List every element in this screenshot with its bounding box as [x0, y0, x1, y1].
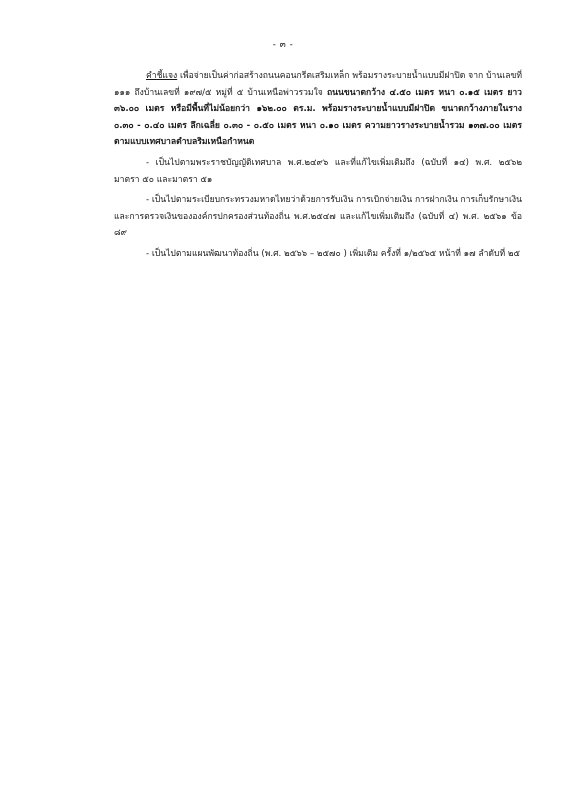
explanation-spec-text: ถนนขนาดกว้าง ๔.๕๐ เมตร หนา ๐.๑๕ เมตร ยาว ๓๖.๐๐ เมตร หรือมีพื้นที่ไม่น้อยกว่า ๑๖๒.๐๐ ตร.ม. พร้อมรางระบายน้ำแบบมีฝาปิด ขนาดกว้างภายในราง ๐.๓๐ - ๐.๔๐ เมตร ลึกเฉลี่ย ๐.๓๐ - ๐.๕๐ เมตร หนา ๐.๑๐ เมตร ความยาวรางระบายน้ำรวม ๑๓๗.๐๐ เมตร ตามแบบเทศบาลตำบลริมเหนือกำหนด	[114, 87, 523, 148]
explanation-label: คำชี้แจง	[146, 71, 178, 81]
legal-basis-local-development-plan: - เป็นไปตามแผนพัฒนาท้องถิ่น (พ.ศ. ๒๕๖๖ – ๒๕๗๐ ) เพิ่มเติม ครั้งที่ ๑/๒๕๖๕ หน้าที่ ๑๗ ลำดับที่ ๒๕	[146, 248, 521, 259]
explanation-paragraph	[114, 68, 522, 151]
legal-basis-interior-regulation: - เป็นไปตามระเบียบกระทรวงมหาดไทยว่าด้วยการรับเงิน การเบิกจ่ายเงิน การฝากเงิน การเก็บรักษาเงิน และการตรวจเงินขององค์กรปกครองส่วนท้องถิ่น พ.ศ.๒๕๔๗ และแก้ไขเพิ่มเติมถึง (ฉบับที่ ๔) พ.ศ. ๒๕๖๑ ข้อ ๘๙	[114, 195, 522, 239]
explanation-text: เพื่อจ่ายเป็นค่าก่อสร้างถนนคอนกรีตเสริมเหล็ก พร้อมรางระบายน้ำแบบมีฝาปิด จาก บ้านเลขที่ ๑๑๑ ถึงบ้านเลขที่ ๑๙๗/๕ หมู่ที่ ๕ บ้านเหนือพ่าวรวมใจ	[114, 71, 522, 98]
document-body	[114, 68, 522, 263]
page-number: - ๓ -	[272, 40, 294, 50]
legal-basis-municipal-act: - เป็นไปตามพระราชบัญญัติเทศบาล พ.ศ.๒๔๙๖ และที่แก้ไขเพิ่มเติมถึง (ฉบับที่ ๑๔) พ.ศ. ๒๕๖๒ มาตรา ๕๐ และมาตรา ๕๑	[114, 157, 522, 185]
